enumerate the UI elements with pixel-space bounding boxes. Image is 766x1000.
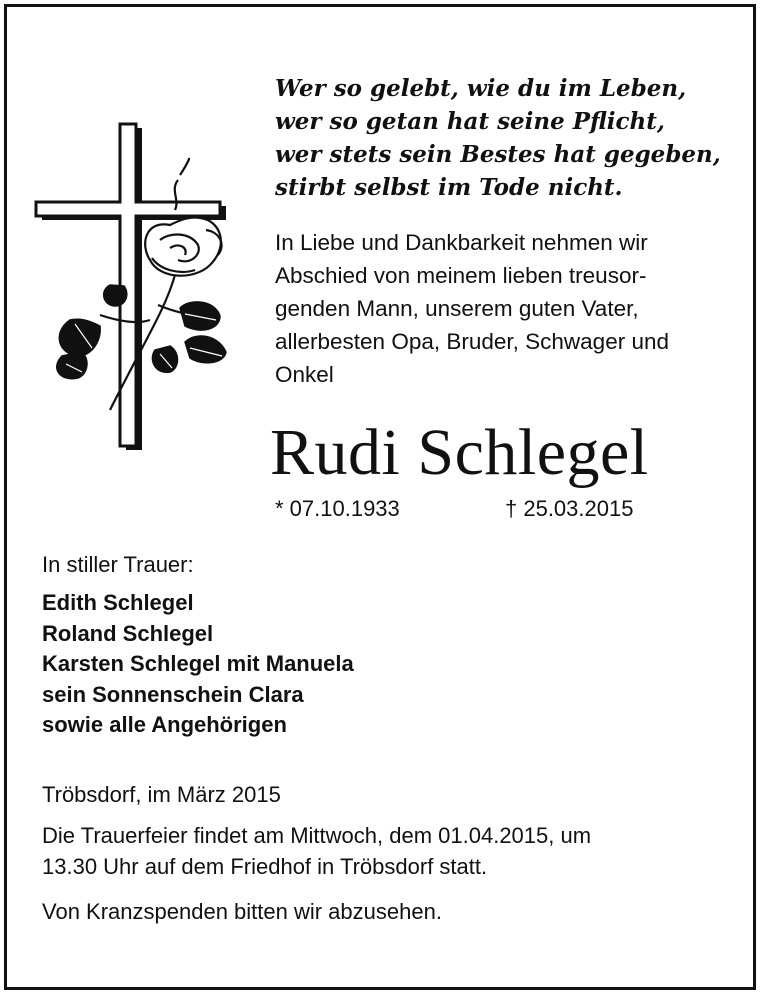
farewell-line: Abschied von meinem lieben treusor- — [275, 263, 647, 288]
rose-icon — [100, 159, 222, 410]
wreath-note: Von Kranzspenden bitten wir abzusehen. — [42, 899, 442, 924]
poem-line: wer stets sein Bestes hat gegeben, — [275, 141, 721, 168]
deceased-name: Rudi Schlegel — [270, 416, 649, 489]
farewell-line: Onkel — [275, 362, 334, 387]
poem-line: Wer so gelebt, wie du im Leben, — [275, 75, 687, 102]
funeral-info — [42, 820, 732, 882]
farewell-line: genden Mann, unserem guten Vater, — [275, 296, 639, 321]
poem-line: stirbt selbst im Tode nicht. — [275, 174, 623, 201]
mourner-name: sowie alle Angehörigen — [42, 712, 287, 737]
mourner-name: Karsten Schlegel mit Manuela — [42, 651, 354, 676]
mourning-label: In stiller Trauer: — [42, 552, 194, 577]
cross-icon — [36, 124, 226, 450]
farewell-text — [275, 226, 745, 391]
farewell-line: In Liebe und Dankbarkeit nehmen wir — [275, 230, 648, 255]
mourner-name: Edith Schlegel — [42, 590, 194, 615]
death-date: † 25.03.2015 — [505, 496, 634, 521]
cross-with-rose-icon — [30, 120, 245, 460]
place-date: Tröbsdorf, im März 2015 — [42, 782, 281, 807]
funeral-info-line: Die Trauerfeier findet am Mittwoch, dem 01.04.2015, um — [42, 823, 592, 848]
mourner-name: Roland Schlegel — [42, 620, 214, 646]
farewell-line: allerbesten Opa, Bruder, Schwager und — [275, 329, 669, 354]
mourner-name: sein Sonnenschein Clara — [42, 681, 304, 707]
poem-line: wer so getan hat seine Pflicht, — [275, 108, 665, 135]
life-dates — [275, 494, 745, 524]
memorial-poem — [275, 72, 745, 204]
funeral-info-line: 13.30 Uhr auf dem Friedhof in Tröbsdorf statt. — [42, 854, 488, 879]
birth-date: * 07.10.1933 — [275, 496, 400, 521]
mourners-list — [42, 588, 354, 741]
